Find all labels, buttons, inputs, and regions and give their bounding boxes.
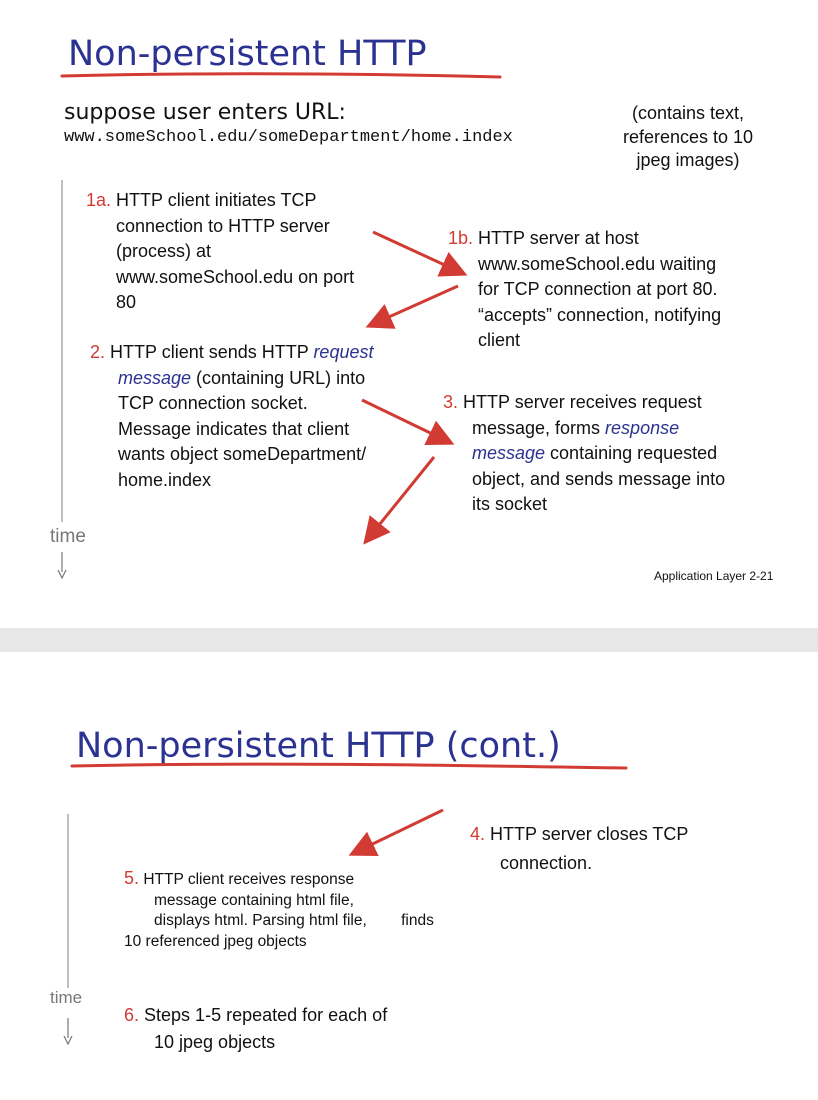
step-line: (containing URL) into	[191, 367, 366, 388]
step-line: HTTP server at host	[478, 228, 639, 248]
title-underline	[72, 764, 626, 768]
step-line: connection to HTTP server	[116, 215, 330, 236]
step-line: Steps 1-5 repeated for each of	[144, 1005, 388, 1025]
step-line: “accepts” connection, notifying	[478, 304, 722, 325]
request-emphasis: request	[313, 342, 374, 362]
step-line: wants object someDepartment/	[118, 444, 367, 464]
step-line: containing requested	[545, 443, 718, 463]
step-line: home.index	[118, 469, 212, 490]
note-line: (contains text,	[631, 103, 745, 123]
step-line: TCP connection socket.	[118, 393, 308, 413]
step-line: its socket	[472, 494, 548, 514]
arrow-2-to-3	[362, 400, 449, 442]
step-number: 1b.	[448, 228, 474, 248]
step-number: 6.	[124, 1005, 140, 1025]
step-line: (process) at	[116, 241, 212, 261]
step-number: 1a.	[86, 190, 112, 210]
step-line: HTTP server closes TCP	[490, 824, 689, 844]
note-line: references to 10	[622, 126, 754, 147]
step-number: 2.	[90, 342, 106, 362]
arrow-3-to-client	[367, 457, 434, 540]
time-label: time	[50, 526, 86, 547]
arrow-1b-to-2	[371, 286, 458, 325]
slide-title: Non-persistent HTTP (cont.)	[76, 726, 561, 766]
step-line: HTTP client sends HTTP	[110, 342, 314, 362]
step-line: displays html. Parsing html file,	[154, 912, 367, 929]
step-line: connection.	[500, 853, 593, 873]
slide2-diagram	[0, 652, 818, 1100]
step-line: for TCP connection at port 80.	[478, 279, 718, 299]
step-number: 3.	[443, 392, 459, 412]
intro-text: suppose user enters URL:	[64, 100, 346, 125]
step-line: HTTP client initiates TCP	[116, 190, 317, 210]
step-number: 4.	[470, 824, 486, 844]
step-line: HTTP client receives response	[143, 871, 355, 888]
slide-separator	[0, 628, 818, 652]
step-line: message, forms	[472, 417, 606, 438]
step-line: message containing html file,	[154, 891, 354, 909]
url-text: www.someSchool.edu/someDepartment/home.index	[64, 128, 513, 147]
step-number: 5.	[124, 868, 140, 888]
arrow-1a-to-1b	[373, 232, 462, 273]
slide-2	[0, 652, 818, 1100]
step-line: object, and sends message into	[472, 468, 726, 489]
arrow-4-to-5	[354, 810, 443, 853]
step-line: www.someSchool.edu on port	[116, 266, 355, 287]
message-emphasis: message	[472, 443, 546, 463]
step-line: finds 10 referenced jpeg objects	[124, 912, 434, 950]
step-line: www.someSchool.edu waiting	[478, 253, 717, 274]
step-line: 80	[116, 292, 137, 312]
slide-title: Non-persistent HTTP	[68, 34, 427, 74]
slide-footer: Application Layer 2-21	[654, 569, 774, 583]
message-emphasis: message	[118, 367, 192, 388]
step-line: Message indicates that client	[118, 418, 350, 439]
step-line: 10 jpeg objects	[154, 1032, 276, 1052]
time-label: time	[50, 988, 83, 1007]
title-underline	[62, 74, 500, 77]
step-line: HTTP server receives request	[463, 392, 702, 412]
response-emphasis: response	[605, 417, 680, 438]
note-line: jpeg images)	[636, 150, 740, 170]
step-line: client	[478, 330, 521, 350]
